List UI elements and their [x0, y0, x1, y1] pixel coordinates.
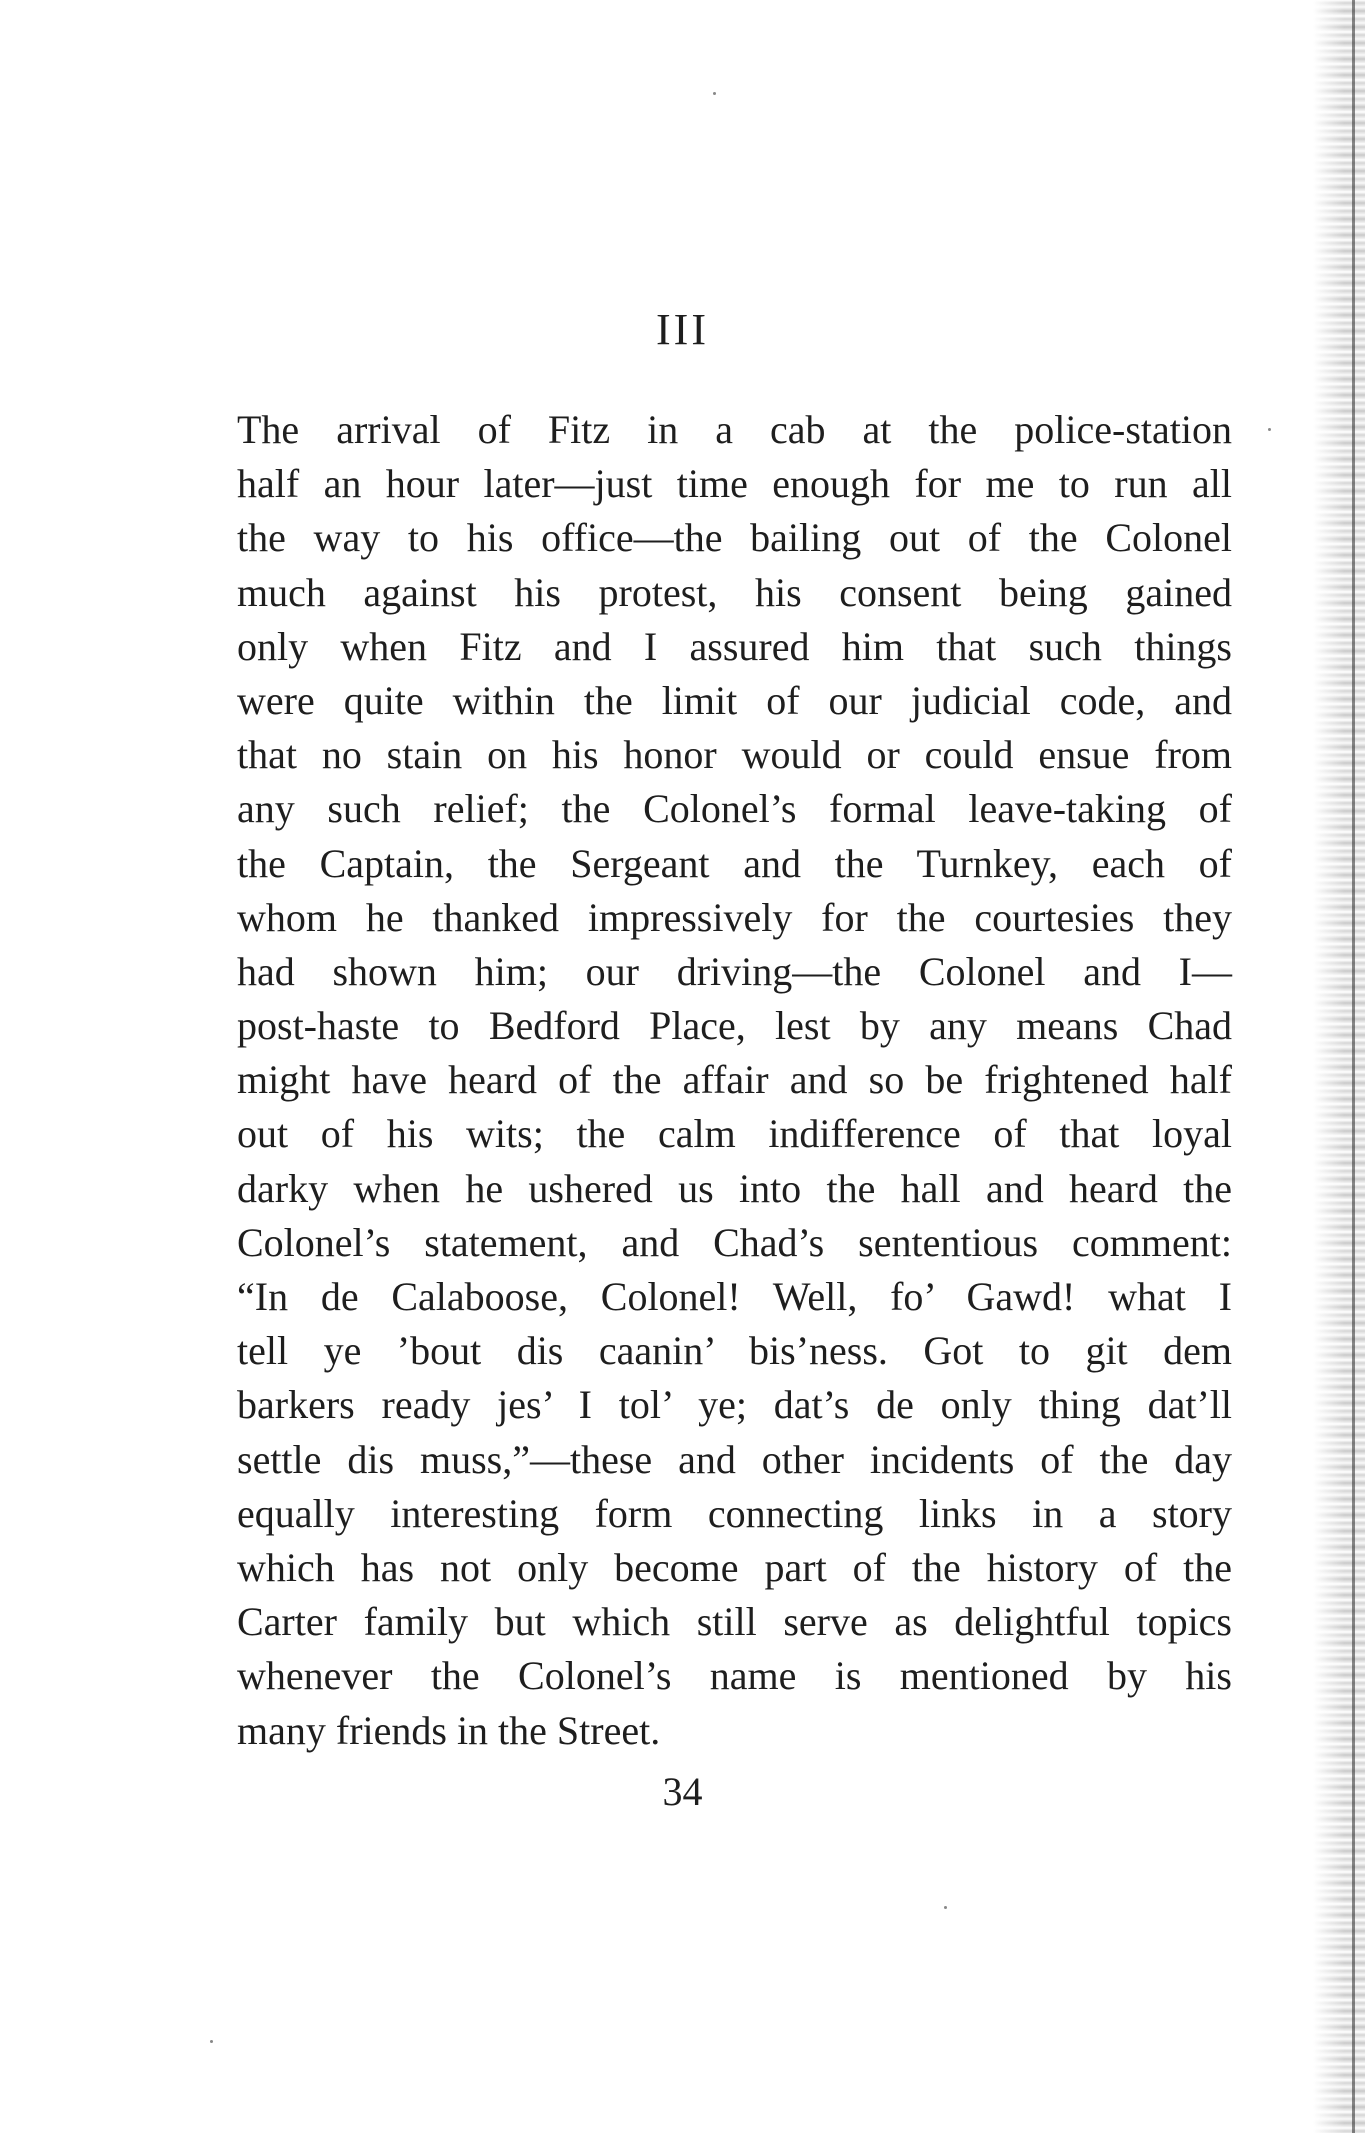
text-line: half an hour later—just time enough for me to run all [237, 461, 1232, 507]
text-line: tell ye ’bout dis caanin’ bis’ness. Got to git dem [237, 1328, 1232, 1374]
text-line: Carter family but which still serve as delightful topics [237, 1599, 1232, 1645]
text-line: equally interesting form connecting links in a story [237, 1490, 1232, 1536]
text-line: which has not only become part of the history of the [237, 1544, 1232, 1590]
text-line: The arrival of Fitz in a cab at the police-station [237, 407, 1232, 452]
text-line: “In de Calaboose, Colonel! Well, fo’ Gawd! what I [237, 1274, 1232, 1319]
text-line: whenever the Colonel’s name is mentioned by his [237, 1653, 1232, 1699]
page-number: 34 [662, 1769, 703, 1814]
scan-speck [713, 92, 716, 95]
text-line: post-haste to Bedford Place, lest by any means Chad [237, 1003, 1232, 1049]
text-line: only when Fitz and I assured him that such things [237, 623, 1232, 669]
text-line: might have heard of the affair and so be frightened half [237, 1057, 1232, 1103]
body-text [237, 403, 1232, 1758]
text-line: barkers ready jes’ I tol’ ye; dat’s de only thing dat’ll [237, 1382, 1232, 1428]
text-line: were quite within the limit of our judicial code, and [237, 677, 1232, 723]
scan-speck [1268, 428, 1271, 431]
text-line: out of his wits; the calm indifference of that loyal [237, 1111, 1232, 1157]
text-line: any such relief; the Colonel’s formal leave-taking of [237, 786, 1232, 832]
text-line: settle dis muss,”—these and other incidents of the day [237, 1436, 1232, 1482]
text-line: the way to his office—the bailing out of the Colonel [237, 515, 1232, 561]
text-line: whom he thanked impressively for the courtesies they [237, 894, 1232, 940]
scan-speck [944, 1906, 947, 1909]
text-line: many friends in the Street. [237, 1707, 661, 1753]
text-line: the Captain, the Sergeant and the Turnkey, each of [237, 840, 1232, 886]
chapter-heading: III [656, 305, 709, 354]
text-line: much against his protest, his consent being gained [237, 569, 1232, 615]
text-line: that no stain on his honor would or could ensue from [237, 732, 1232, 778]
scan-speck [210, 2040, 213, 2043]
text-line: Colonel’s statement, and Chad’s sententious comment: [237, 1219, 1232, 1265]
text-line: had shown him; our driving—the Colonel and I— [237, 948, 1232, 994]
text-line: darky when he ushered us into the hall and heard the [237, 1165, 1232, 1211]
